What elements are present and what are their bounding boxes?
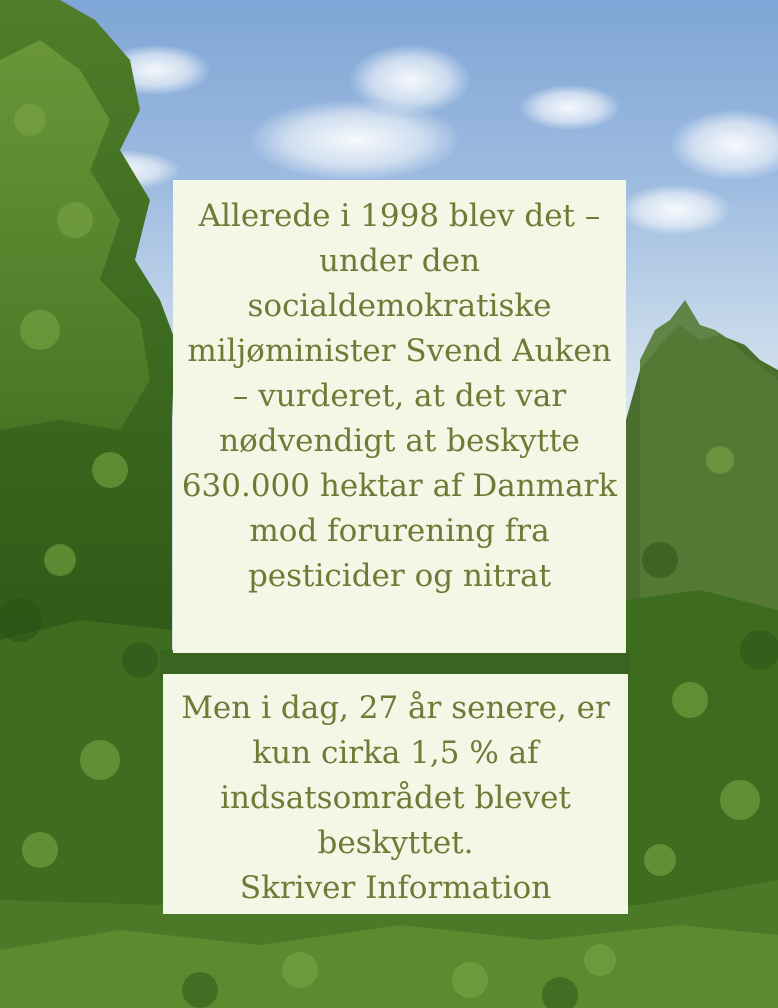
info-box-first bbox=[173, 180, 626, 653]
first-text: Allerede i 1998 blev det – under den socialdemokratiske miljøminister Svend Auken – vurderet, at det var nødvendigt at beskytte 630.000 hektar af Danmark mod forurening fra pesticider og nitrat bbox=[181, 198, 618, 594]
source-text: Skriver Information bbox=[239, 870, 552, 906]
info-box-second bbox=[163, 674, 628, 914]
second-text: Men i dag, 27 år senere, er kun cirka 1,5 % af indsatsområdet blevet beskyttet. bbox=[181, 690, 610, 861]
